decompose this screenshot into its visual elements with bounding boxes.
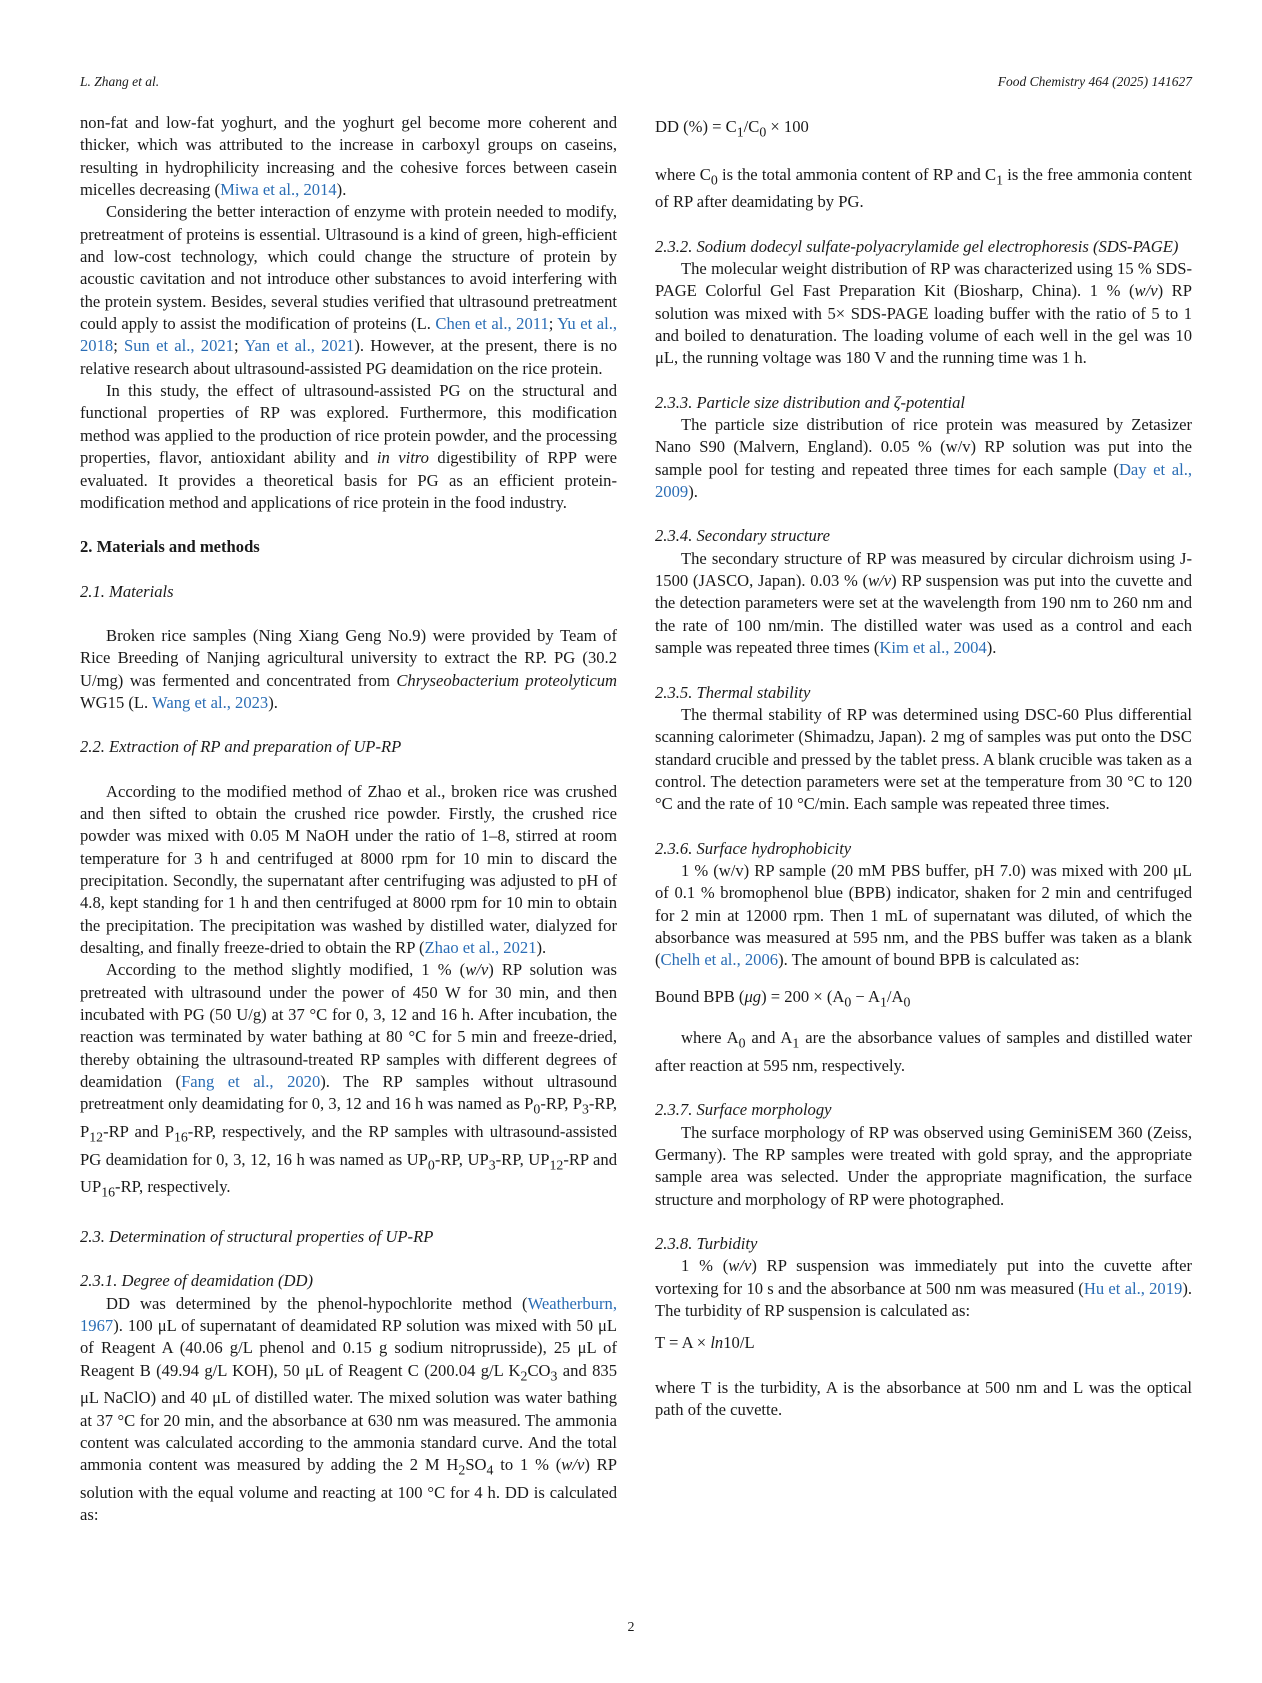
paragraph: Considering the better interaction of enzyme with protein needed to modify, pretreatment of proteins is essential. Ultrasound is a kind of green, high-efficient and low-cost technology, which could change the structure of protein by acoustic cavitation and not introduce other substances to avoid interfering with the protein system. Besides, several studies verified that ultrasound pretreatment could apply to assist the modification of proteins (L. Chen et al., 2011; Yu et al., 2018; Sun et al., 2021; Yan et al., 2021). However, at the present, there is no relative research about ultrasound-assisted PG deamidation on the rice protein.	[80, 202, 618, 378]
subsection-heading: 2.2. Extraction of RP and preparation of UP-RP	[80, 737, 402, 757]
left-column	[80, 112, 617, 1527]
paragraph: 1 % (w/v) RP suspension was immediately put into the cuvette after vortexing for 10 s and the absorbance at 500 nm was measured (Hu et al., 2019). The turbidity of RP suspension is calculated as:	[655, 1256, 1193, 1321]
paragraph: where T is the turbidity, A is the absorbance at 500 nm and L was the optical path of the cuvette.	[655, 1377, 1192, 1420]
citation-link[interactable]: Zhao et al., 2021	[424, 938, 537, 957]
equation: Bound BPB $(\mu g) = 200 \times (A_0 - A_1/A_0$	[655, 986, 911, 1009]
subsubsection-heading: 2.3.6. Surface hydrophobicity	[655, 838, 852, 858]
paragraph: 1 % (w/v) RP sample (20 mM PBS buffer, pH 7.0) was mixed with 200 μL of 0.1 % bromophenol blue (BPB) indicator, shaken for 2 min and centrifuged for 2 min at 12000 rpm. Then 1 mL of supernatant was diluted, of which the absorbance was measured at 595 nm, and the PBS buffer was taken as a blank (Chelh et al., 2006). The amount of bound BPB is calculated as:	[655, 860, 1192, 970]
paragraph: The molecular weight distribution of RP was characterized using 15 % SDS-PAGE Colorful Gel Fast Preparation Kit (Biosharp, China). 1 % (w/v) RP solution was mixed with 5× SDS-PAGE loading buffer with the ratio of 5 to 1 and boiled to denaturation. The loading volume of each well in the gel was 10 μL, the running voltage was 180 V and the running time was 1 h.	[655, 259, 1192, 368]
subsection-heading: 2.1. Materials	[80, 581, 174, 601]
paragraph: where $C_0$ is the total ammonia content of RP and $C_1$ is the free ammonia content of RP after deamidating by PG.	[655, 164, 1192, 212]
right-column	[655, 112, 1192, 1421]
section-heading: 2. Materials and methods	[80, 537, 260, 557]
citation-link[interactable]: Chelh et al., 2006	[660, 950, 779, 970]
paragraph: where $A_0$ and $A_1$ are the absorbance values of samples and distilled water after reaction at 595 nm, respectively.	[655, 1028, 1192, 1075]
citation-link[interactable]: Wang et al., 2023	[152, 692, 269, 712]
subsubsection-heading: 2.3.2. Sodium dodecyl sulfate-polyacrylamide gel electrophoresis (SDS-PAGE)	[655, 236, 1179, 256]
paragraph: DD was determined by the phenol-hypochlorite method (Weatherburn, 1967). 100 μL of supernatant of deamidated RP solution was mixed with 50 μL of Reagent A (40.06 g/L phenol and 0.15 g sodium nitroprusside), 25 μL of Reagent B (49.94 g/L KOH), 50 μL of Reagent C (200.04 g/L $K_2CO_3$ and 835 μL NaClO) and 40 μL of distilled water. The mixed solution was water bathing at 37 °C for 20 min, and the absorbance at 630 nm was measured. The ammonia content was calculated according to the ammonia standard curve. And the total ammonia content was measured by adding the 2 M $H_2SO_4$ to 1 % (w/v) RP solution with the equal volume and reacting at 100 °C for 4 h. DD is calculated as:	[80, 1293, 617, 1525]
paragraph: non-fat and low-fat yoghurt, and the yoghurt gel become more coherent and thicker, which was attributed to the increase in carboxyl groups on caseins, resulting in hydrophilicity increasing and the cohesive forces between casein micelles decreasing (Miwa et al., 2014).	[80, 113, 617, 200]
subsubsection-heading: 2.3.5. Thermal stability	[655, 682, 811, 702]
citation-link[interactable]: Weatherburn, 1967	[80, 1293, 617, 1336]
paragraph: The surface morphology of RP was observed using GeminiSEM 360 (Zeiss, Germany). The RP samples were treated with gold spray, and the appropriate sample area was selected. Under the appropriate magnification, the surface structure and morphology of RP were photographed.	[655, 1122, 1192, 1209]
citation-link[interactable]: Hu et al., 2019	[1083, 1278, 1183, 1298]
paragraph: The secondary structure of RP was measured by circular dichroism using J-1500 (JASCO, Japan). 0.03 % (w/v) RP suspension was put into the cuvette and the detection parameters were set at the wavelength from 190 nm to 260 nm and the rate of 100 nm/min. The distilled water was used as a control and each sample was repeated three times (Kim et al., 2004).	[655, 548, 1192, 658]
paragraph: The thermal stability of RP was determined using DSC-60 Plus differential scanning calorimeter (Shimadzu, Japan). 2 mg of samples was put onto the DSC standard crucible and pressed by the tablet press. A blank crucible was taken as a control. The detection parameters were set at the temperature from 30 °C to 120 °C and the rate of 10 °C/min. Each sample was repeated three times.	[655, 704, 1192, 814]
citation-link[interactable]: Fang et al., 2020	[181, 1072, 321, 1092]
subsubsection-heading: 2.3.1. Degree of deamidation (DD)	[80, 1271, 314, 1291]
page-number: 2	[627, 1620, 635, 1635]
subsection-heading: 2.3. Determination of structural properties of UP-RP	[80, 1227, 434, 1247]
citation-link[interactable]: Chen et al., 2011	[435, 314, 549, 334]
paragraph: Broken rice samples (Ning Xiang Geng No.9) were provided by Team of Rice Breeding of Nanjing agricultural university to extract the RP. PG (30.2 U/mg) was fermented and concentrated from Chryseobacterium proteolyticum WG15 (L. Wang et al., 2023).	[80, 625, 617, 712]
citation-link[interactable]: Sun et al., 2021	[124, 336, 234, 356]
subsubsection-heading: 2.3.8. Turbidity	[655, 1234, 758, 1253]
citation-link[interactable]: Kim et al., 2004	[879, 638, 987, 658]
equation: T = A × ln10/L	[655, 1333, 755, 1353]
running-header	[80, 74, 1192, 94]
paragraph: In this study, the effect of ultrasound-assisted PG on the structural and functional properties of RP was explored. Furthermore, this modification method was applied to the production of rice protein powder, and the processing properties, flavor, antioxidant ability and in vitro digestibility of RPP were evaluated. It provides a theoretical basis for PG as an efficient protein-modification method and applications of rice protein in the food industry.	[80, 381, 617, 512]
paragraph: According to the method slightly modified, 1 % (w/v) RP solution was pretreated with ultrasound under the power of 450 W for 30 min, and then incubated with PG (50 U/g) at 37 °C for 0, 3, 12 and 16 h. After incubation, the reaction was terminated by water bathing at 80 °C for 5 min and freeze-dried, thereby obtaining the ultrasound-treated RP samples with different degrees of deamidation (Fang et al., 2020). The RP samples without ultrasound pretreatment only deamidating for 0, 3, 12 and 16 h was named as $P_0-RP$, $P_3-RP$, $P_{12}-RP$ and $P_{16}-RP$, respectively, and the RP samples with ultrasound-assisted PG deamidation for 0, 3, 12, 16 h was named as $UP_0-RP$, $UP_3-RP$, $UP_{12}-RP$ and $UP_{16}-RP$, respectively.	[80, 960, 618, 1200]
citation-link[interactable]: Yan et al., 2021	[244, 336, 355, 356]
header-authors: L. Zhang et al.	[80, 74, 160, 89]
header-journal: Food Chemistry 464 (2025) 141627	[997, 74, 1192, 89]
paragraph: The particle size distribution of rice protein was measured by Zetasizer Nano S90 (Malvern, England). 0.05 % (w/v) RP solution was put into the sample pool for testing and repeated three times for each sample (Day et al., 2009).	[655, 415, 1192, 502]
equation: DD (%) = $C_1/C_0 \times 100$	[655, 117, 809, 140]
subsubsection-heading: 2.3.4. Secondary structure	[655, 526, 830, 546]
citation-link[interactable]: Miwa et al., 2014	[220, 180, 337, 200]
citation-link[interactable]: Yu et al., 2018	[80, 314, 617, 356]
paragraph: According to the modified method of Zhao et al., broken rice was crushed and then sifted to obtain the crushed rice powder. Firstly, the crushed rice powder was mixed with 0.05 M NaOH under the ratio of 1–8, stirred at room temperature for 3 h and centrifuged at 8000 rpm for 10 min to discard the precipitation. Secondly, the supernatant after centrifuging was adjusted to pH of 4.8, kept standing for 1 h and then centrifuged at 8000 rpm for 10 min to obtain the precipitation. The precipitation was washed by distilled water, dialyzed for desalting, and finally freeze-dried to obtain the RP (Zhao et al., 2021).	[80, 781, 617, 957]
subsubsection-heading: 2.3.7. Surface morphology	[655, 1100, 832, 1120]
citation-link[interactable]: Day et al., 2009	[655, 459, 1192, 502]
subsubsection-heading: 2.3.3. Particle size distribution and ζ-potential	[655, 392, 965, 412]
